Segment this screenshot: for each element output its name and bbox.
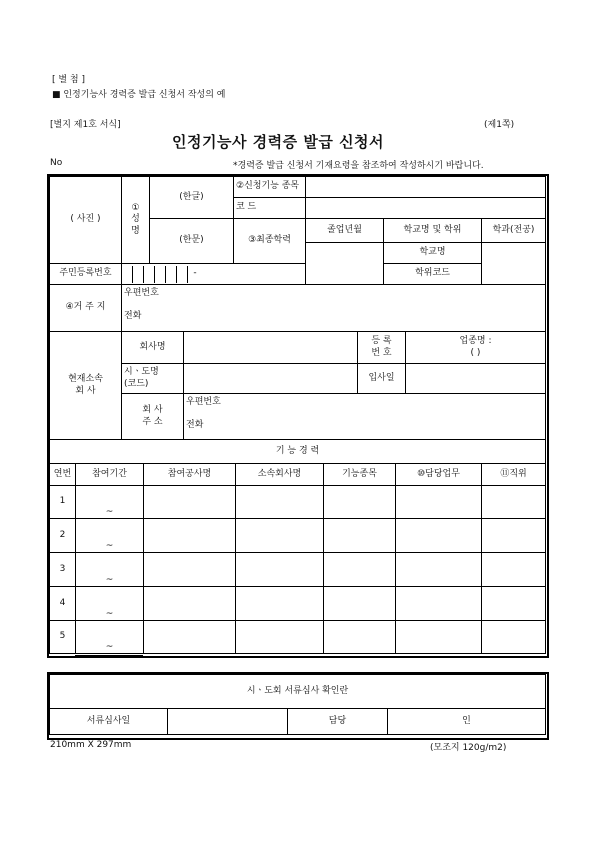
industry-paren: ( )	[470, 347, 481, 358]
period-field[interactable]	[76, 553, 144, 587]
example-title: ■ 인정기능사 경력증 발급 신청서 작성의 예	[52, 90, 226, 100]
period-tilde: ~	[105, 641, 114, 652]
company-field[interactable]	[236, 621, 324, 654]
review-date-label: 서류심사일	[50, 709, 168, 735]
code-field[interactable]	[306, 198, 546, 219]
skill-field[interactable]	[324, 587, 396, 621]
company-address-field[interactable]	[184, 394, 546, 440]
project-field[interactable]	[144, 621, 236, 654]
address-label: ④거 주 지	[50, 285, 122, 332]
project-field[interactable]	[144, 486, 236, 519]
manager-label: 담당	[288, 709, 388, 735]
current-company-label: 현재소속 회 사	[50, 332, 122, 440]
code-label: 코 드	[234, 198, 306, 219]
annex-label: [ 별 첨 ]	[52, 75, 85, 85]
photo-label: ( 사진 )	[70, 214, 101, 225]
col-header-position: ⑪직위	[482, 464, 546, 486]
col-header-no: 연번	[50, 464, 76, 486]
seal-field[interactable]	[388, 709, 546, 735]
duty-field[interactable]	[396, 621, 482, 654]
hangul-label: (한글)	[179, 191, 204, 202]
career-section-title: 기 능 경 력	[50, 440, 546, 464]
position-field[interactable]	[482, 519, 546, 553]
period-tilde: ~	[105, 540, 114, 551]
duty-field[interactable]	[396, 587, 482, 621]
address-field[interactable]	[122, 285, 546, 332]
table-row	[50, 553, 546, 587]
hanja-label: (한문)	[179, 235, 204, 246]
career-table	[49, 439, 546, 654]
company-field[interactable]	[236, 587, 324, 621]
review-title: 시ㆍ도회 서류심사 확인란	[50, 675, 546, 709]
period-field[interactable]	[76, 587, 144, 621]
period-tilde: ~	[105, 608, 114, 619]
position-field[interactable]	[482, 486, 546, 519]
ssn-field[interactable]	[122, 264, 306, 285]
applicant-table	[49, 176, 546, 285]
instruction-note: *경력증 발급 신청서 기재요령을 참조하여 작성하시기 바랍니다.	[233, 161, 484, 171]
skill-field[interactable]	[324, 553, 396, 587]
table-row	[50, 587, 546, 621]
no-label: No	[50, 158, 63, 168]
photo-box	[50, 177, 122, 264]
form-number: [별지 제1호 서식]	[50, 120, 121, 130]
industry-label: 업종명 :	[459, 336, 492, 347]
period-field[interactable]	[76, 621, 144, 654]
page-number: (제1쪽)	[484, 120, 515, 130]
ssn-label: 주민등록번호	[50, 264, 122, 285]
position-field[interactable]	[482, 553, 546, 587]
phone-label: 전화	[124, 311, 142, 322]
period-tilde: ~	[105, 506, 114, 517]
skill-field[interactable]	[324, 519, 396, 553]
company-field[interactable]	[236, 519, 324, 553]
position-field[interactable]	[482, 621, 546, 654]
duty-field[interactable]	[396, 519, 482, 553]
company-name-label: 회사명	[122, 332, 184, 364]
degree-code-label: 학위코드	[384, 264, 482, 285]
form-title: 인정기능사 경력증 발급 신청서	[172, 133, 385, 151]
postal-code-label: 우편번호	[124, 288, 159, 298]
row-number: 3	[50, 553, 76, 587]
company-postal-label: 우편번호	[186, 397, 221, 407]
table-row	[50, 621, 546, 654]
name-label: ① 성 명	[122, 177, 150, 264]
project-field[interactable]	[144, 587, 236, 621]
dept-header: 학과(전공)	[482, 219, 546, 243]
col-header-company: 소속회사명	[236, 464, 324, 486]
city-province-label: 시ㆍ도명 (코드)	[122, 364, 184, 394]
duty-field[interactable]	[396, 486, 482, 519]
company-field[interactable]	[236, 553, 324, 587]
col-header-duty: ⑩담당업무	[396, 464, 482, 486]
address-table	[49, 284, 546, 332]
row-number: 4	[50, 587, 76, 621]
period-field[interactable]	[76, 519, 144, 553]
name-hangul-field[interactable]	[150, 177, 234, 219]
skill-type-label: ②신청기능 종목	[234, 177, 306, 198]
hire-date-field[interactable]	[406, 364, 546, 394]
city-province-field[interactable]	[184, 364, 358, 394]
seal-label: 인	[462, 715, 471, 726]
skill-field[interactable]	[324, 621, 396, 654]
hire-date-label: 입사일	[358, 364, 406, 394]
table-row	[50, 519, 546, 553]
paper-size: 210mm X 297mm	[50, 740, 132, 750]
period-tilde: ~	[105, 574, 114, 585]
row-number: 5	[50, 621, 76, 654]
dept-field[interactable]	[482, 243, 546, 285]
ssn-dash: -	[193, 268, 197, 279]
school-name-label: 학교명	[384, 243, 482, 264]
project-field[interactable]	[144, 519, 236, 553]
duty-field[interactable]	[396, 553, 482, 587]
position-field[interactable]	[482, 587, 546, 621]
skill-field[interactable]	[324, 486, 396, 519]
project-field[interactable]	[144, 553, 236, 587]
row-number: 2	[50, 519, 76, 553]
grad-date-header: 졸업년월	[306, 219, 384, 243]
review-date-field[interactable]	[168, 709, 288, 735]
col-header-skill: 기능종목	[324, 464, 396, 486]
company-address-label: 회 사 주 소	[122, 394, 184, 440]
review-table	[49, 674, 546, 735]
col-header-project: 참여공사명	[144, 464, 236, 486]
period-underline	[75, 655, 143, 657]
industry-field[interactable]	[406, 332, 546, 364]
grad-date-field[interactable]	[306, 243, 384, 285]
row-number: 1	[50, 486, 76, 519]
company-phone-label: 전화	[186, 420, 204, 431]
period-field[interactable]	[76, 486, 144, 519]
school-degree-header: 학교명 및 학위	[384, 219, 482, 243]
paper-type: (모조지 120g/m2)	[430, 743, 507, 753]
table-row	[50, 486, 546, 519]
company-field[interactable]	[236, 486, 324, 519]
registration-number-label: 등 록 번 호	[358, 332, 406, 364]
skill-type-field[interactable]	[306, 177, 546, 198]
col-header-period: 참여기간	[76, 464, 144, 486]
education-label: ③최종학력	[234, 219, 306, 264]
company-table	[49, 331, 546, 440]
company-name-field[interactable]	[184, 332, 358, 364]
name-hanja-field[interactable]	[150, 219, 234, 264]
